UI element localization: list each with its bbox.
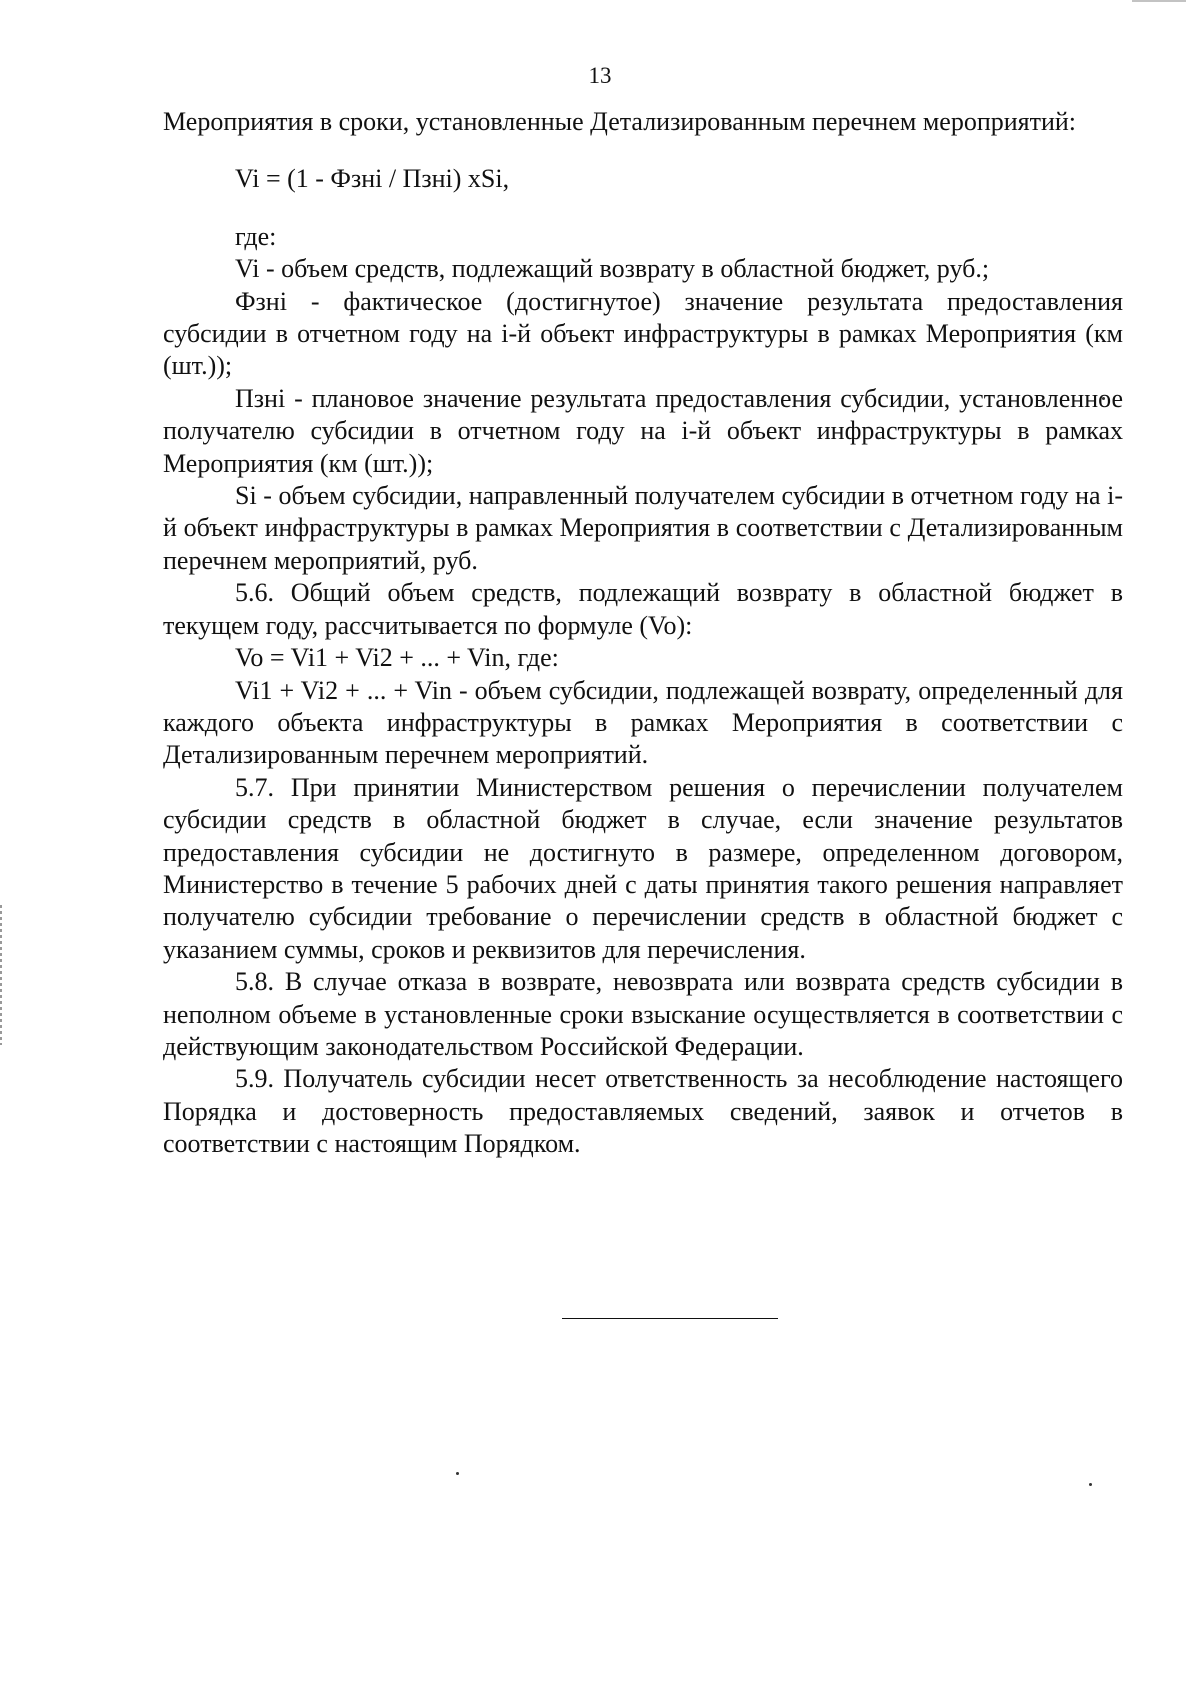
clause-5-8: 5.8. В случае отказа в возврате, невозврата или возврата средств субсидии в неполном объеме в установленные сроки взыскание осуществляется в соответствии с действующим законодательством Российской Федерации. [163, 967, 1123, 1061]
definition-fzni: Фзнi - фактическое (достигнутое) значение результата предоставления субсидии в отчетном году на i-й объект инфраструктуры в рамках Мероприятия (км (шт.)); [163, 286, 1123, 381]
closing-rule [562, 1318, 778, 1319]
paragraph-where: где: [235, 221, 277, 251]
paragraph-continuation: Мероприятия в сроки, установленные Детализированным перечнем мероприятий: [163, 107, 1077, 136]
formula-vo: Vo = Vi1 + Vi2 + ... + Vin, где: [235, 643, 559, 673]
scan-artifact-edge [0, 905, 2, 1045]
clause-5-9: 5.9. Получатель субсидии несет ответственность за несоблюдение настоящего Порядка и достоверность предоставляемых сведений, заявок и отчетов в соответствии с настоящим Порядком. [163, 1064, 1123, 1159]
definition-vi-sum: Vi1 + Vi2 + ... + Vin - объем субсидии, подлежащей возврату, определенный для каждого объекта инфраструктуры в рамках Мероприятия в соответствии с Детализированным перечнем мероприятий. [163, 675, 1123, 770]
formula-vi: Vi = (1 - Фзнi / Пзнi) xSi, [235, 164, 510, 194]
page-number: 13 [588, 63, 612, 88]
document-body [163, 106, 1123, 1161]
definition-si: Si - объем субсидии, направленный получателем субсидии в отчетном году на i-й объект инфраструктуры в рамках Мероприятия в соответствии с Детализированным перечнем мероприятий, руб. [163, 481, 1123, 575]
scan-artifact-top [1132, 0, 1186, 2]
clause-5-7: 5.7. При принятии Министерством решения о перечислении получателем субсидии средств в областной бюджет в случае, если значение результатов предоставления субсидии не достигнуто в размере, определенном договором, Министерство в течение 5 рабочих дней с даты принятия такого решения направляет получателю субсидии требование о перечислении средств в областной бюджет с указанием суммы, сроков и реквизитов для перечисления. [163, 772, 1123, 964]
definition-pzni: Пзнi - плановое значение результата предоставления субсидии, установленное получателю субсидии в отчетном году на i-й объект инфраструктуры в рамках Мероприятия (км (шт.)); [163, 383, 1123, 478]
clause-5-6: 5.6. Общий объем средств, подлежащий возврату в областной бюджет в текущем году, рассчитывается по формуле (Vo): [163, 578, 1123, 640]
scan-speck [1089, 1483, 1092, 1486]
definition-vi: Vi - объем средств, подлежащий возврату в областной бюджет, руб.; [235, 254, 990, 284]
scan-speck [456, 1472, 459, 1475]
